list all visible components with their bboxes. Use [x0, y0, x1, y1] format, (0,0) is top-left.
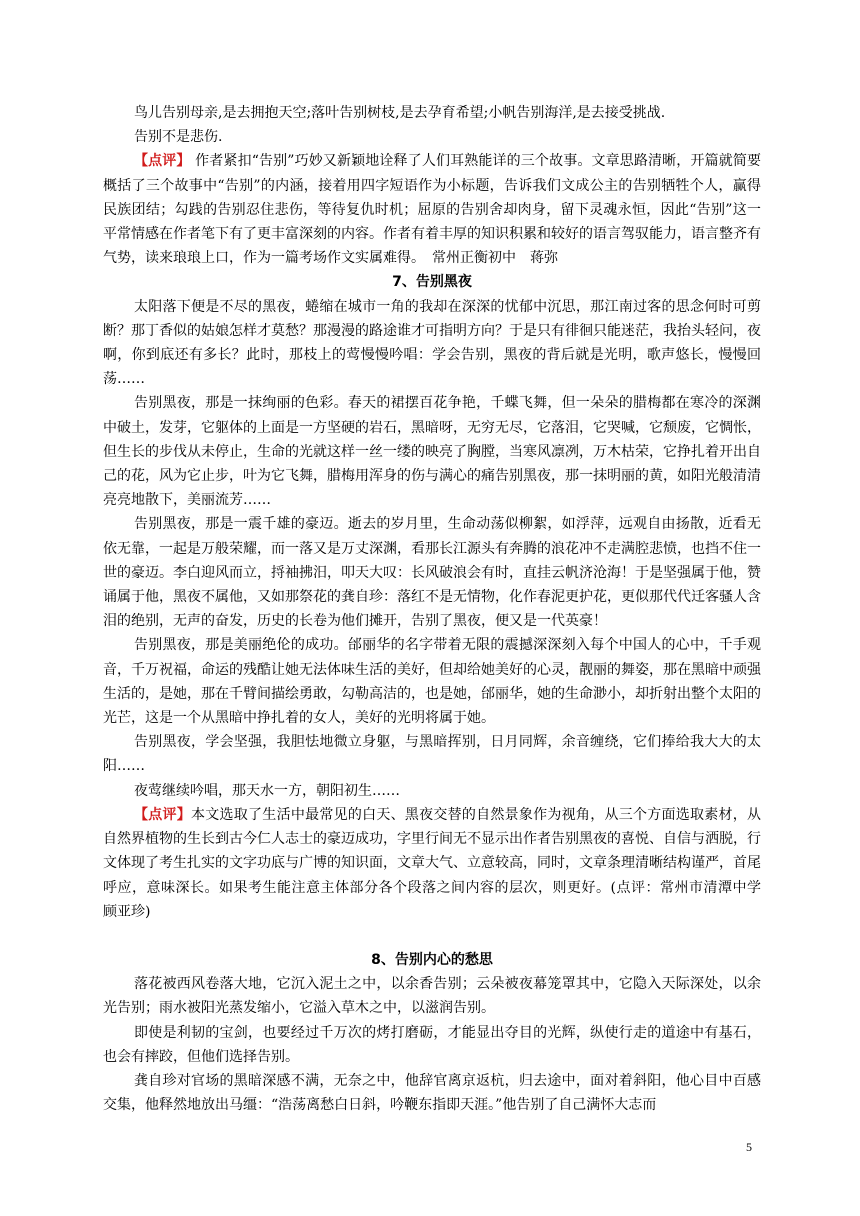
paragraph: 夜莺继续吟唱，那天水一方，朝阳初生…… [134, 782, 400, 799]
paragraph: 即使是利韧的宝剑，也要经过千万次的烤打磨砺，才能显出夺目的光辉，纵使行走的道途中有基石，也会有摔跤，但他们选择告别。 [103, 1024, 761, 1065]
paragraph: 落花被西风卷落大地，它沉入泥土之中，以余香告别；云朵被夜幕笼罩其中，它隐入天际深处，以余光告别；雨水被阳光蒸发缩小，它溢入草木之中，以滋润告别。 [103, 976, 761, 1017]
paragraph: 告别黑夜，学会坚强，我胆怯地微立身躯，与黑暗挥别，日月同辉，余音缠绕，它们捧给我大大的太阳…… [103, 734, 761, 775]
paragraph: 龚自珍对官场的黑暗深感不满，无奈之中，他辞官离京返杭，归去途中，面对着斜阳，他心目中百感交集，他释然地放出马缰：“浩荡离愁白日斜，吟鞭东指即天涯。”他告别了自己满怀大志而 [103, 1072, 761, 1114]
comment-tag: 【点评】 [134, 153, 191, 170]
comment-paragraph [103, 149, 761, 270]
comment-tag: 【点评】 [134, 806, 192, 823]
section-title: 7、告别黑夜 [392, 274, 472, 291]
paragraph: 告别不是悲伤. [134, 129, 223, 146]
section-title: 8、告别内心的愁思 [371, 951, 493, 968]
comment-text: 作者紧扣“告别”巧妙又新颖地诠释了人们耳熟能详的三个故事。文章思路清晰，开篇就简要概括了三个故事中“告别”的内涵，接着用四字短语作为小标题，告诉我们文成公主的告别牺牲个人，赢得民族团结；勾践的告别忍住悲伤，等待复仇时机；屈原的告别舍却肉身，留下灵魂永恒，因此“告别”这一平常情感在作者笔下有了更丰富深刻的内容。作者有着丰厚的知识积累和较好的语言驾驭能力，语言整齐有气势，读来琅琅上口，作为一篇考场作文实属难得。 常州正衡初中 蒋弥 [103, 153, 762, 267]
paragraph: 太阳落下便是不尽的黑夜，蜷缩在城市一角的我却在深深的忧郁中沉思，那江南过客的思念何时可剪断？那丁香似的姑娘怎样才莫愁？那漫漫的路途谁才可指明方向？于是只有徘徊只能迷茫，我抬头轻问，夜啊，你到底还有多长？此时，那枝上的莺慢慢吟唱：学会告别，黑夜的背后就是光明，歌声悠长，慢慢回荡…… [103, 298, 761, 388]
paragraph: 鸟儿告别母亲,是去拥抱天空;落叶告别树枝,是去孕育希望;小帆告别海洋,是去接受挑战. [134, 105, 666, 121]
comment-text: 本文选取了生活中最常见的白天、黑夜交替的自然景象作为视角，从三个方面选取素材，从自然界植物的生长到古今仁人志士的豪迈成功，字里行间无不显示出作者告别黑夜的喜悦、自信与洒脱，行文体现了考生扎实的文字功底与广博的知识面，文章大气、立意较高，同时，文章条理清晰结构谨严，首尾呼应，意味深长。如果考生能注意主体部分各个段落之间内容的层次，则更好。(点评：常州市清潭中学 顾亚珍) [103, 806, 775, 920]
paragraph: 告别黑夜，那是一抹绚丽的色彩。春天的裙摆百花争艳，千蝶飞舞，但一朵朵的腊梅都在寒冷的深渊中破土，发芽，它躯体的上面是一方坚硬的岩石，黑暗呀，无穷无尽，它落泪，它哭喊，它颓废，它惆怅，但生长的步伐从未停止，生命的光就这样一丝一缕的映亮了胸膛，当寒风凛冽，万木枯荣，它挣扎着开出自己的花，风为它止步，叶为它飞舞，腊梅用浑身的伤与满心的痛告别黑夜，那一抹明丽的黄，如阳光般清清亮亮地散下，美丽流芳…… [103, 395, 761, 509]
spacer [103, 924, 761, 948]
page-content [103, 101, 775, 1117]
paragraph: 告别黑夜，那是一震千雄的豪迈。逝去的岁月里，生命动荡似柳絮，如浮萍，远观自由扬散，近看无依无靠，一起是万般荣耀，而一落又是万丈深渊，看那长江源头有奔腾的浪花冲不走满腔悲愤，也挡不住一世的豪迈。李白迎风而立，捋袖拂汨，叩天大叹：长风破浪会有时，直挂云帆济沧海！于是坚强属于他，赞诵属于他，黑夜不属他，又如那祭花的龚自珍：落红不是无情物，化作春泥更护花，更似那代代迁客骚人含泪的绝别，无声的奋发，历史的长卷为他们摊开，告别了黑夜，便又是一代英豪！ [103, 516, 761, 630]
page-number: 5 [746, 1140, 752, 1154]
comment-paragraph [103, 803, 775, 924]
paragraph: 告别黑夜，那是美丽绝伦的成功。邰丽华的名字带着无限的震撼深深刻入每个中国人的心中，千手观音，千万祝福，命运的残酷让她无法体味生活的美好，但却给她美好的心灵，靓丽的舞姿，那在黑暗中顽强生活的，是她，那在千臂间描绘勇敢，勾勒高洁的，也是她，邰丽华，她的生命渺小，却折射出整个太阳的光芒，这是一个从黑暗中挣扎着的女人，美好的光明将属于她。 [103, 637, 761, 727]
